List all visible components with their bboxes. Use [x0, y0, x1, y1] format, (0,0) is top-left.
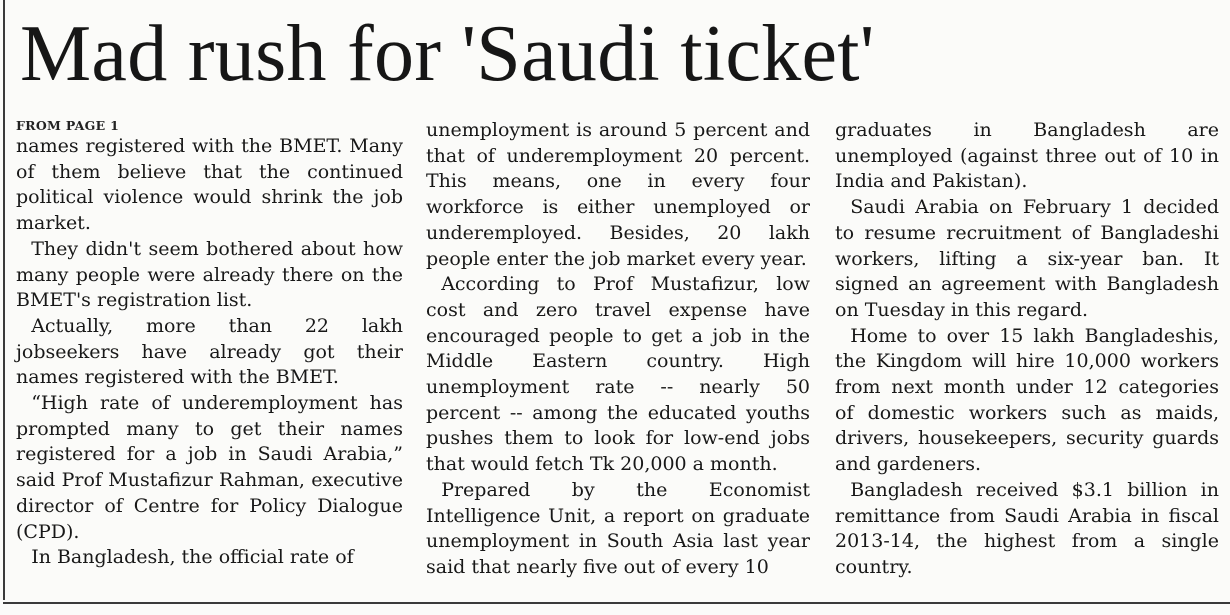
paragraph: unemployment is around 5 percent and that of underemployment 20 percent. This means, one in every four workforce is either unemployed or underemployed. Besides, 20 lakh people enter the job market every year. — [426, 119, 810, 270]
paragraph: According to Prof Mustafizur, low cost and zero travel expense have encouraged people to get a job in the Middle Eastern country. High unemployment rate -- nearly 50 percent -- among the educated youths pushes them to look for low-end jobs that would fetch Tk 20,000 a month. — [426, 273, 810, 476]
paragraph: In Bangladesh, the official rate of — [31, 546, 354, 569]
article-headline: Mad rush for 'Saudi ticket' — [20, 10, 875, 98]
paragraph: They didn't seem bothered about how many people were already there on the BMET's registration list. — [16, 237, 403, 312]
article-column-1 — [16, 118, 403, 571]
paragraph: “High rate of underemployment has prompted many to get their names registered for a job in Saudi Arabia,” said Prof Mustafizur Rahman, executive director of Centre for Policy Dialogue (CPD). — [16, 392, 403, 543]
paragraph: Actually, more than 22 lakh jobseekers have already got their names registered with the BMET. — [16, 314, 403, 389]
dateline: FROM PAGE 1 — [16, 118, 120, 133]
paragraph: Bangladesh received $3.1 billion in remittance from Saudi Arabia in fiscal 2013-14, the highest from a single country. — [835, 478, 1219, 578]
paragraph: graduates in Bangladesh are unemployed (against three out of 10 in India and Pakistan). — [835, 119, 1219, 193]
paragraph: Home to over 15 lakh Bangladeshis, the Kingdom will hire 10,000 workers from next month under 12 categories of domestic workers such as maids, drivers, housekeepers, security guards and gardeners. — [835, 324, 1219, 476]
paragraph: Prepared by the Economist Intelligence Unit, a report on graduate unemployment in South Asia last year said that nearly five out of every 10 — [426, 478, 810, 578]
paragraph: Saudi Arabia on February 1 decided to resume recruitment of Bangladeshi workers, lifting a six-year ban. It signed an agreement with Bangladesh on Tuesday in this regard. — [835, 196, 1219, 321]
article-column-2 — [426, 118, 810, 581]
bottom-rule — [3, 602, 1230, 604]
paragraph: names registered with the BMET. Many of them believe that the continued political violence would shrink the job market. — [16, 135, 403, 235]
left-column-rule — [3, 0, 5, 600]
article-column-3 — [835, 118, 1219, 581]
